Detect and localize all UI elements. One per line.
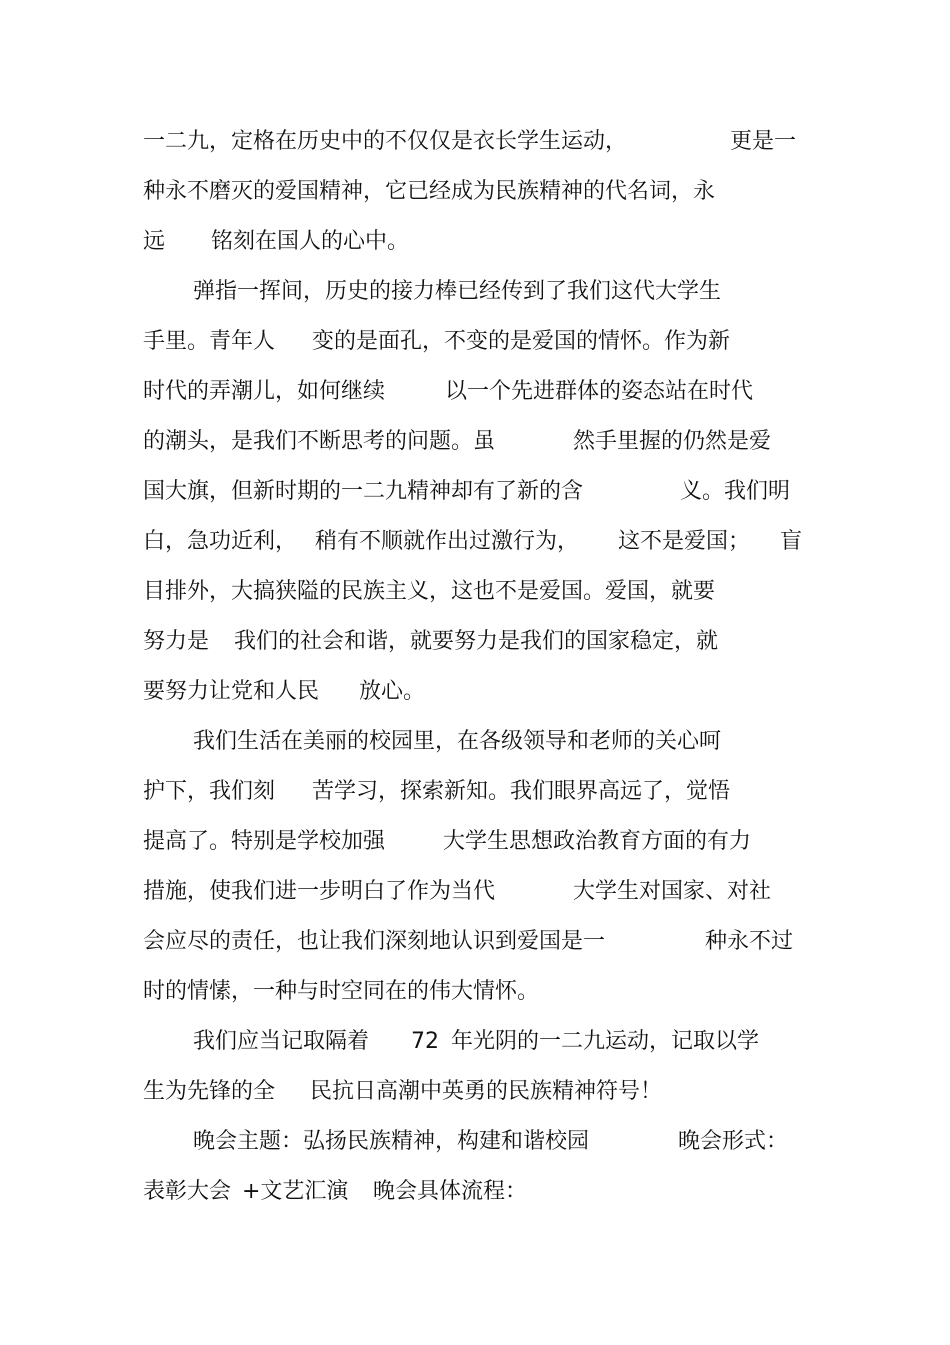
text-segment: 晚会主题：弘扬民族精神，构建和谐校园 [193,1129,590,1154]
text-segment: 义。我们明 [680,479,791,504]
text-segment: 我们应当记取隔着 [193,1029,370,1054]
text-segment: 我们生活在美丽的校园里，在各级领导和老师的关心呵 [193,729,722,754]
text-segment: 大学生对国家、对社 [573,879,772,904]
text-segment: 年光阴的一二九运动，记取以学 [451,1029,760,1054]
text-segment: +文艺汇演 [242,1179,349,1204]
text-segment: 措施，使我们进一步明白了作为当代 [143,879,496,904]
text-segment: 护下，我们刻 [143,779,276,804]
text-segment: 白，急功近利， [143,529,298,554]
text-segment: 时代的弄潮儿，如何继续 [143,379,386,404]
text-segment: 时的情愫，一种与时空同在的伟大情怀。 [143,979,540,1004]
text-segment: 以一个先进群体的姿态站在时代 [445,379,754,404]
text-segment: 要努力让党和人民 [143,679,320,704]
text-segment: 晚会形式： [678,1129,789,1154]
text-segment: 生为先锋的全 [143,1079,276,1104]
text-segment: 努力是 [143,629,210,654]
text-segment: 更是一 [730,129,797,154]
text-segment: 变的是面孔，不变的是爱国的情怀。作为新 [312,329,731,354]
text-segment: 提高了。特别是学校加强 [143,829,386,854]
text-segment: 远 [143,229,166,254]
text-segment: 我们的社会和谐，就要努力是我们的国家稳定，就 [234,629,719,654]
text-segment: 大学生思想政治教育方面的有力 [443,829,752,854]
text-segment: 种永不磨灭的爱国精神，它已经成为民族精神的代名词，永 [143,179,716,204]
text-segment: 国大旗，但新时期的一二九精神却有了新的含 [143,479,584,504]
text-segment: 稍有不顺就作出过激行为， [315,529,580,554]
text-segment: 种永不过 [705,929,794,954]
text-segment: 手里。青年人 [143,329,276,354]
text-segment: 放心。 [359,679,426,704]
text-segment: 铭刻在国人的心中。 [211,229,410,254]
text-segment: 这不是爱国； [618,529,751,554]
text-segment: 目排外，大搞狭隘的民族主义，这也不是爱国。爱国，就要 [143,579,716,604]
text-segment: 然手里握的仍然是爱 [573,429,772,454]
text-segment: 盲 [780,529,803,554]
text-segment: 一二九，定格在历史中的不仅仅是衣长学生运动， [143,129,628,154]
text-segment: 民抗日高潮中英勇的民族精神符号！ [310,1079,663,1104]
text-segment: 弹指一挥间，历史的接力棒已经传到了我们这代大学生 [193,279,722,304]
text-segment: 表彰大会 [143,1179,232,1204]
text-segment: 会应尽的责任，也让我们深刻地认识到爱国是一 [143,929,606,954]
text-segment: 72 [411,1029,439,1054]
text-segment: 的潮头，是我们不断思考的问题。虽 [143,429,496,454]
text-segment: 晚会具体流程： [373,1179,528,1204]
text-segment: 苦学习，探索新知。我们眼界高远了，觉悟 [312,779,731,804]
